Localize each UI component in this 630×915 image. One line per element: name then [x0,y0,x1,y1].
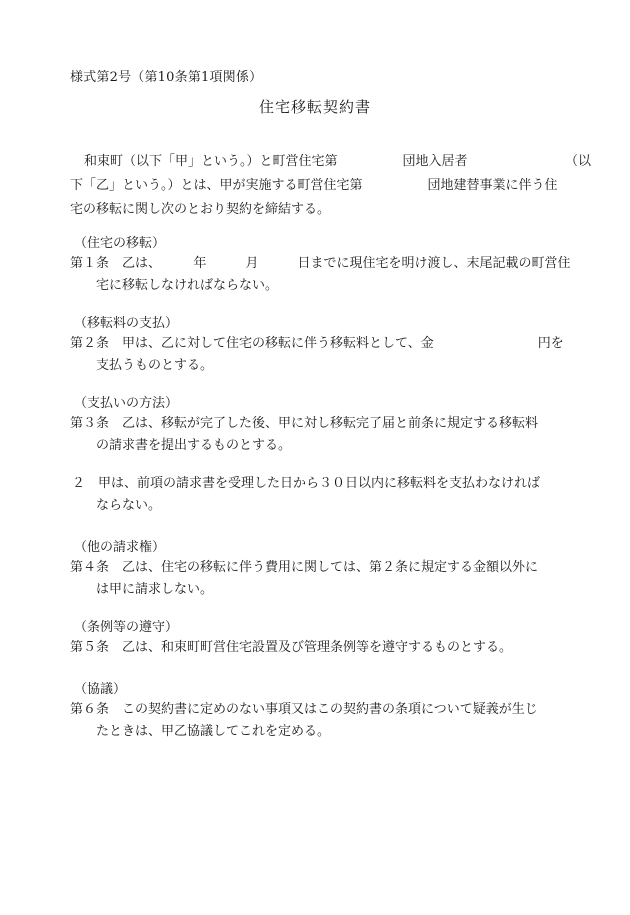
article-line: 第４条 乙は、住宅の移転に伴う費用に関しては、第２条に規定する金額以外に [70,560,539,575]
article-line: 支払うものとする。 [96,358,214,373]
article-line: ２ 甲は、前項の請求書を受理した日から３０日以内に移転料を支払わなければ [72,476,541,491]
article-heading: （条例等の遵守） [74,620,179,635]
article-line: 第３条 乙は、移転が完了した後、甲に対し移転完了届と前条に規定する移転料 [70,416,539,431]
article-line: ならない。 [96,498,162,513]
document-title: 住宅移転契約書 [258,98,371,116]
article-line: 第１条 乙は、 年 月 日までに現住宅を明け渡し、末尾記載の町営住 [70,256,571,271]
article-line: は甲に請求しない。 [96,582,214,597]
article-heading: （支払いの方法） [74,396,179,411]
article-line: 第２条 甲は、乙に対して住宅の移転に伴う移転料として、金 円を [70,336,564,351]
article-heading: （移転料の支払） [74,316,179,331]
article-heading: （他の請求権） [74,540,166,555]
article-line: の請求書を提出するものとする。 [96,438,292,453]
intro-line: 下「乙」という。）とは、甲が実施する町営住宅第 団地建替事業に伴う住 [70,178,558,193]
form-number: 様式第2号（第10条第1項関係） [70,70,263,85]
article-line: たときは、甲乙協議してこれを定める。 [96,724,331,739]
article-line: 宅に移転しなければならない。 [96,278,279,293]
article-heading: （住宅の移転） [74,236,166,251]
article-heading: （協議） [74,682,127,697]
article-line: 第５条 乙は、和束町町営住宅設置及び管理条例等を遵守するものとする。 [70,640,513,655]
article-line: 第６条 この契約書に定めのない事項又はこの契約書の条項について疑義が生じ [70,702,538,717]
intro-line: 和束町（以下「甲」という。）と町営住宅第 団地入居者 （以 [84,154,592,169]
intro-line: 宅の移転に関し次のとおり契約を締結する。 [70,202,331,217]
